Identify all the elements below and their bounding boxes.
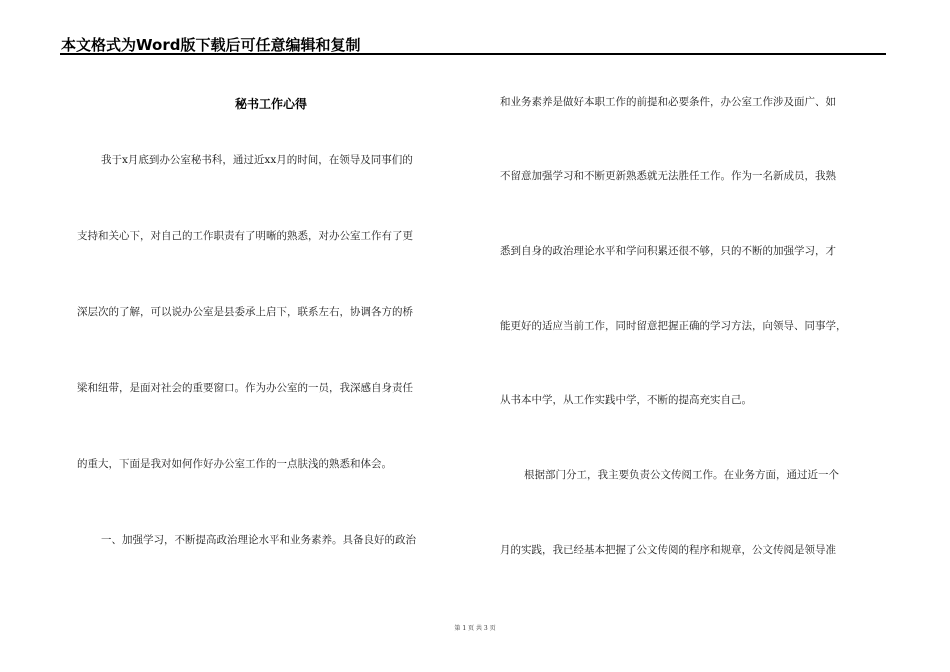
- paragraph-line: 悉到自身的政治理论水平和学问积累还很不够，只的不断的加强学习，才: [500, 245, 836, 257]
- paragraph-line: 从书本中学，从工作实践中学，不断的提高充实自己。: [500, 394, 752, 406]
- paragraph-line: 支持和关心下，对自己的工作职责有了明晰的熟悉，对办公室工作有了更: [77, 230, 413, 242]
- paragraph-line: 根据部门分工，我主要负责公文传阅工作。在业务方面，通过近一个: [524, 469, 839, 481]
- header-notice: 本文格式为Word版下载后可任意编辑和复制: [61, 36, 361, 54]
- paragraph-line: 一、加强学习，不断提高政治理论水平和业务素养。具备良好的政治: [101, 534, 416, 546]
- page-number: 第 1 页 共 3 页: [454, 625, 496, 632]
- paragraph-line: 的重大，下面是我对如何作好办公室工作的一点肤浅的熟悉和体会。: [77, 458, 392, 470]
- document-title: 秘书工作心得: [234, 97, 307, 111]
- paragraph-line: 能更好的适应当前工作，同时留意把握正确的学习方法，向领导、同事学，: [500, 320, 847, 332]
- paragraph-line: 月的实践，我已经基本把握了公文传阅的程序和规章，公文传阅是领导准: [500, 544, 836, 556]
- paragraph-line: 和业务素养是做好本职工作的前提和必要条件，办公室工作涉及面广、如: [500, 96, 836, 108]
- paragraph-line: 不留意加强学习和不断更新熟悉就无法胜任工作。作为一名新成员，我熟: [500, 170, 836, 182]
- paragraph-line: 深层次的了解，可以说办公室是县委承上启下，联系左右，协调各方的桥: [77, 306, 413, 318]
- paragraph-line: 梁和纽带，是面对社会的重要窗口。作为办公室的一员，我深感自身责任: [77, 382, 413, 394]
- paragraph-line: 我于x月底到办公室秘书科，通过近xx月的时间，在领导及同事们的: [101, 154, 413, 166]
- header-divider: [60, 53, 886, 55]
